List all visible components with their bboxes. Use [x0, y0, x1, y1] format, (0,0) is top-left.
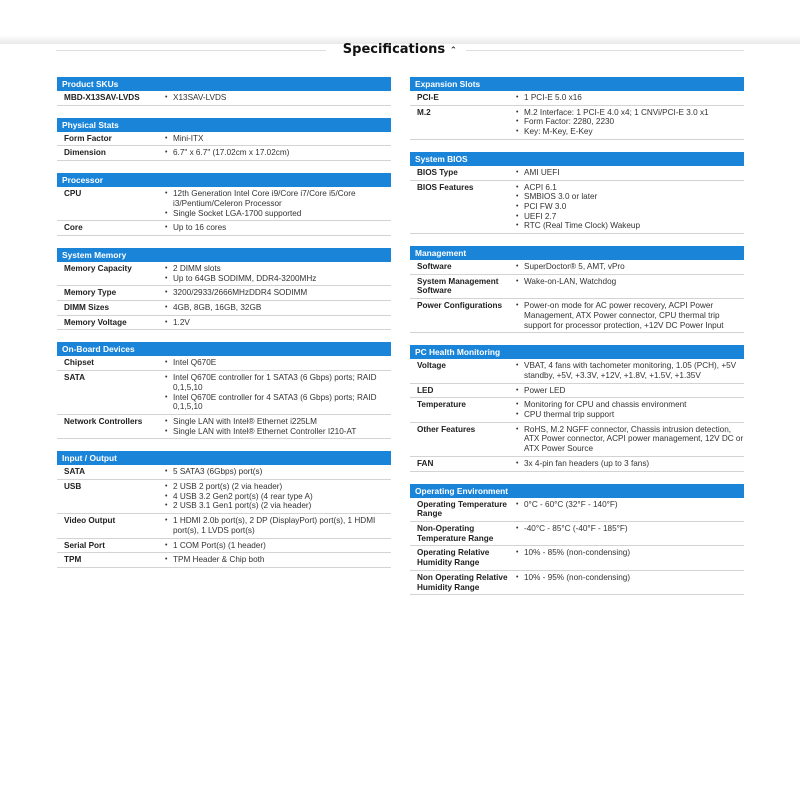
chevron-up-icon[interactable]: ⌃: [449, 46, 458, 56]
spec-value-item: • Intel Q670E: [165, 358, 391, 368]
spec-value: [165, 303, 391, 313]
spec-value-item: • PCI FW 3.0: [516, 202, 744, 212]
spec-label: Operating Relative Humidity Range: [417, 548, 490, 568]
spec-label: Memory Capacity: [64, 263, 132, 273]
spec-row: [57, 553, 391, 568]
spec-section-management: [410, 246, 744, 333]
spec-label: Non-Operating Temperature Range: [417, 523, 494, 543]
spec-row: [410, 498, 744, 522]
spec-label: CPU: [64, 189, 82, 199]
spec-value-item: • Single LAN with Intel® Ethernet i225LM: [165, 417, 391, 427]
spec-row: [57, 187, 391, 221]
spec-row: [410, 522, 744, 546]
section-heading: Operating Environment: [410, 484, 744, 498]
spec-label: Video Output: [64, 516, 116, 526]
spec-value-item: • RoHS, M.2 NGFF connector, Chassis intrusion detection, ATX Power connector, ACPI power management, 12V DC or ATX Power Source: [516, 425, 744, 454]
spec-value-item: • CPU thermal trip support: [516, 410, 744, 420]
spec-label: Temperature: [417, 400, 466, 410]
spec-value-item: • 1.2V: [165, 318, 391, 328]
spec-value-item: • X13SAV-LVDS: [165, 93, 391, 103]
section-heading: Expansion Slots: [410, 77, 744, 91]
spec-value-item: • Up to 16 cores: [165, 223, 391, 233]
spec-label: FAN: [417, 458, 434, 468]
spec-label: M.2: [417, 107, 431, 117]
spec-label: SATA: [64, 467, 86, 477]
spec-value-item: • 5 SATA3 (6Gbps) port(s): [165, 467, 391, 477]
spec-label: Chipset: [64, 358, 95, 368]
spec-row: [57, 262, 391, 286]
spec-value: [165, 516, 391, 535]
spec-value-item: • 1 HDMI 2.0b port(s), 2 DP (DisplayPort) port(s), 1 HDMI port(s), 1 LVDS port(s): [165, 516, 391, 535]
spec-label: Dimension: [64, 148, 106, 158]
spec-value: [165, 264, 391, 283]
spec-value: [165, 148, 391, 158]
section-heading: System Memory: [57, 248, 391, 262]
spec-value-item: • M.2 Interface: 1 PCI-E 4.0 x4; 1 CNVi/PCI-E 3.0 x1: [516, 108, 744, 118]
spec-label: Serial Port: [64, 540, 105, 550]
spec-row: [57, 514, 391, 538]
spec-value-item: • Monitoring for CPU and chassis environment: [516, 400, 744, 410]
spec-value-item: • 3200/2933/2666MHzDDR4 SODIMM: [165, 288, 391, 298]
spec-value: [516, 573, 744, 592]
spec-section-product-skus: [57, 77, 391, 106]
spec-value-item: • UEFI 2.7: [516, 212, 744, 222]
spec-value-item: • Wake-on-LAN, Watchdog: [516, 277, 744, 287]
spec-value-item: • Intel Q670E controller for 1 SATA3 (6 Gbps) ports; RAID 0,1,5,10: [165, 373, 391, 392]
spec-value-item: • Single Socket LGA-1700 supported: [165, 209, 391, 219]
section-heading: On-Board Devices: [57, 342, 391, 356]
right-column: [410, 77, 744, 607]
spec-value: [516, 400, 744, 419]
spec-value: [516, 277, 744, 296]
spec-label: TPM: [64, 555, 82, 565]
spec-value: [516, 93, 744, 103]
spec-value: [165, 189, 391, 218]
spec-value: [165, 223, 391, 233]
spec-value: [516, 361, 744, 380]
spec-value: [516, 500, 744, 519]
spec-row: [57, 415, 391, 439]
spec-label: Other Features: [417, 424, 476, 434]
spec-value-item: • Power-on mode for AC power recovery, ACPI Power Management, ATX Power connector, CPU thermal trip support for processor protection, +12V DC Power Input: [516, 301, 744, 330]
section-heading: System BIOS: [410, 152, 744, 166]
section-heading: Physical Stats: [57, 118, 391, 132]
spec-value-item: • VBAT, 4 fans with tachometer monitoring, 1.05 (PCH), +5V standby, +5V, +3.3V, +12V, +1.8V, +1.5V, +1.35V: [516, 361, 744, 380]
spec-row: [410, 260, 744, 275]
spec-value-item: • AMI UEFI: [516, 168, 744, 178]
spec-row: [410, 106, 744, 140]
spec-label: Form Factor: [64, 133, 112, 143]
spec-value-item: • 10% - 95% (non-condensing): [516, 573, 744, 583]
spec-value-item: • RTC (Real Time Clock) Wakeup: [516, 221, 744, 231]
spec-value: [165, 318, 391, 328]
spec-value-item: • 2 USB 2 port(s) (2 via header): [165, 482, 391, 492]
spec-value-item: • Key: M-Key, E-Key: [516, 127, 744, 137]
spec-value-item: • Mini-ITX: [165, 134, 391, 144]
spec-value-item: • 4GB, 8GB, 16GB, 32GB: [165, 303, 391, 313]
spec-label: Operating Temperature Range: [417, 499, 507, 519]
spec-row: [410, 457, 744, 472]
spec-value-item: • ACPI 6.1: [516, 183, 744, 193]
spec-value: [516, 168, 744, 178]
spec-row: [57, 356, 391, 371]
spec-row: [57, 301, 391, 316]
top-band: [0, 0, 800, 44]
spec-label: SATA: [64, 373, 86, 383]
spec-row: [410, 166, 744, 181]
spec-label: USB: [64, 482, 82, 492]
spec-value-item: • 12th Generation Intel Core i9/Core i7/Core i5/Core i3/Pentium/Celeron Processor: [165, 189, 391, 208]
spec-value-item: • 0°C - 60°C (32°F - 140°F): [516, 500, 744, 510]
spec-value-item: • 2 DIMM slots: [165, 264, 391, 274]
spec-value-item: • 1 COM Port(s) (1 header): [165, 541, 391, 551]
spec-row: [410, 275, 744, 299]
spec-row: [57, 286, 391, 301]
spec-row: [410, 398, 744, 422]
spec-section-pc-health-monitoring: [410, 345, 744, 471]
spec-value: [165, 358, 391, 368]
spec-value-item: • Form Factor: 2280, 2230: [516, 117, 744, 127]
spec-label: BIOS Type: [417, 167, 458, 177]
spec-value: [165, 555, 391, 565]
spec-value: [165, 417, 391, 436]
spec-label: Memory Type: [64, 288, 117, 298]
spec-value: [165, 467, 391, 477]
spec-value: [165, 373, 391, 412]
section-heading: Product SKUs: [57, 77, 391, 91]
spec-label: DIMM Sizes: [64, 303, 110, 313]
spec-row: [57, 539, 391, 554]
spec-value-item: • 6.7" x 6.7" (17.02cm x 17.02cm): [165, 148, 391, 158]
section-heading: Management: [410, 246, 744, 260]
spec-row: [410, 181, 744, 235]
spec-value-item: • 2 USB 3.1 Gen1 port(s) (2 via header): [165, 501, 391, 511]
spec-value: [165, 288, 391, 298]
spec-section-system-bios: [410, 152, 744, 234]
spec-label: Software: [417, 262, 452, 272]
spec-section-operating-environment: [410, 484, 744, 596]
left-column: [57, 77, 391, 580]
section-heading: PC Health Monitoring: [410, 345, 744, 359]
spec-label: Memory Voltage: [64, 317, 127, 327]
spec-row: [410, 571, 744, 595]
spec-value: [516, 108, 744, 137]
spec-value: [165, 482, 391, 511]
spec-label: System Management Software: [417, 276, 499, 296]
spec-row: [410, 546, 744, 570]
spec-row: [410, 359, 744, 383]
spec-label: Core: [64, 223, 83, 233]
spec-value: [165, 93, 391, 103]
spec-row: [410, 384, 744, 399]
spec-section-expansion-slots: [410, 77, 744, 140]
spec-label: Non Operating Relative Humidity Range: [417, 572, 508, 592]
spec-value-item: • -40°C - 85°C (-40°F - 185°F): [516, 524, 744, 534]
spec-label: MBD-X13SAV-LVDS: [64, 93, 140, 102]
spec-value-item: • 4 USB 3.2 Gen2 port(s) (4 rear type A): [165, 492, 391, 502]
spec-row: [410, 91, 744, 106]
page-title: Specifications: [342, 42, 446, 57]
spec-value-item: • Up to 64GB SODIMM, DDR4-3200MHz: [165, 274, 391, 284]
spec-value: [516, 301, 744, 330]
spec-value: [516, 524, 744, 543]
spec-value: [516, 262, 744, 272]
spec-row: [57, 221, 391, 236]
specifications-toggle[interactable]: [56, 42, 744, 57]
spec-row: [57, 480, 391, 514]
spec-value-item: • Power LED: [516, 386, 744, 396]
spec-value-item: • Intel Q670E controller for 4 SATA3 (6 Gbps) ports; RAID 0,1,5,10: [165, 393, 391, 412]
spec-value: [165, 541, 391, 551]
spec-label: Power Configurations: [417, 301, 503, 311]
spec-value-item: • SuperDoctor® 5, AMT, vPro: [516, 262, 744, 272]
spec-value: [516, 183, 744, 232]
spec-value-item: • 1 PCI-E 5.0 x16: [516, 93, 744, 103]
spec-row: [57, 132, 391, 147]
spec-row: [57, 371, 391, 415]
spec-row: [57, 316, 391, 331]
spec-section-processor: [57, 173, 391, 236]
spec-label: Network Controllers: [64, 416, 143, 426]
spec-value: [516, 548, 744, 567]
spec-row: [410, 299, 744, 333]
spec-value: [165, 134, 391, 144]
spec-row: [410, 423, 744, 457]
spec-row: [57, 91, 391, 106]
spec-value-item: • Single LAN with Intel® Ethernet Controller I210-AT: [165, 427, 391, 437]
section-heading: Processor: [57, 173, 391, 187]
spec-section-physical-stats: [57, 118, 391, 161]
spec-value: [516, 386, 744, 396]
spec-value: [516, 459, 744, 469]
spec-value-item: • SMBIOS 3.0 or later: [516, 192, 744, 202]
spec-value-item: • TPM Header & Chip both: [165, 555, 391, 565]
spec-section-system-memory: [57, 248, 391, 331]
specifications-header[interactable]: [56, 42, 744, 60]
spec-row: [57, 465, 391, 480]
spec-label: Voltage: [417, 361, 446, 371]
section-heading: Input / Output: [57, 451, 391, 465]
spec-section-input-output: [57, 451, 391, 568]
spec-label: LED: [417, 385, 434, 395]
spec-value-item: • 10% - 85% (non-condensing): [516, 548, 744, 558]
spec-label: PCI-E: [417, 93, 439, 102]
spec-section-on-board-devices: [57, 342, 391, 439]
spec-label: BIOS Features: [417, 182, 474, 192]
spec-row: [57, 146, 391, 161]
spec-value-item: • 3x 4-pin fan headers (up to 3 fans): [516, 459, 744, 469]
spec-value: [516, 425, 744, 454]
